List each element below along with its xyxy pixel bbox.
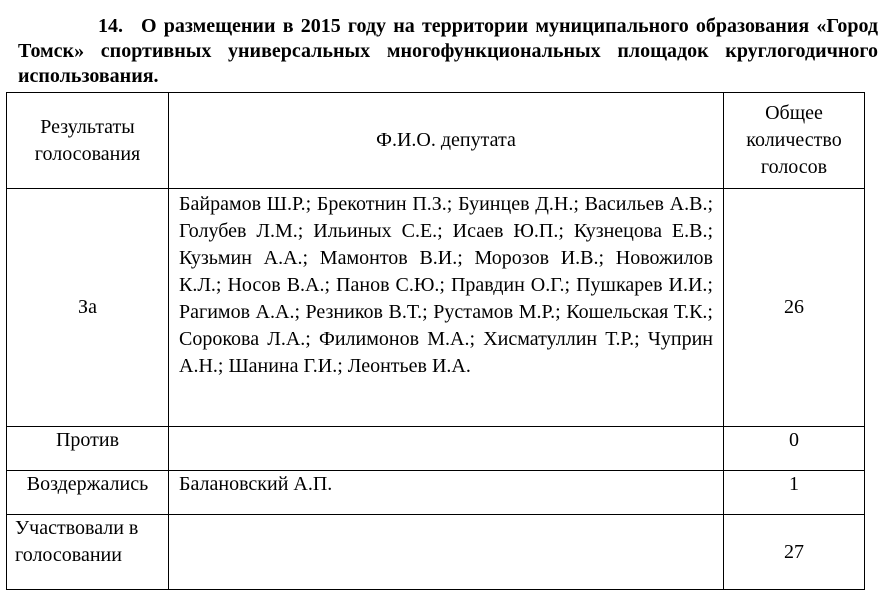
- header-deputy-name: Ф.И.О. депутата: [169, 93, 724, 189]
- table-row-for: [7, 189, 865, 427]
- header-total-votes: Общее количество голосов: [724, 93, 865, 189]
- table-row-against: [7, 427, 865, 471]
- count-for: 26: [724, 189, 865, 427]
- count-participated: 27: [724, 515, 865, 590]
- row-label-against: Против: [7, 427, 169, 471]
- row-label-abstained: Воздержались: [7, 471, 169, 515]
- row-label-participated: Участвовали в голосовании: [7, 515, 169, 590]
- header-voting-results: Результаты голосования: [7, 93, 169, 189]
- row-label-for: За: [7, 189, 169, 427]
- table-row-participated: [7, 515, 865, 590]
- names-abstained: Балановский А.П.: [169, 471, 724, 515]
- count-abstained: 1: [724, 471, 865, 515]
- agenda-item-title: О размещении в 2015 году на территории муниципального образования «Город Томск» спортивных универсальных многофункциональных площадок круглогодичного использования.: [18, 15, 878, 87]
- table-header-row: [7, 93, 865, 189]
- voting-results-table: [6, 92, 865, 590]
- count-against: 0: [724, 427, 865, 471]
- names-for: Байрамов Ш.Р.; Брекотнин П.З.; Буинцев Д.Н.; Васильев А.В.; Голубев Л.М.; Ильиных С.Е.; Исаев Ю.П.; Кузнецова Е.В.; Кузьмин А.А.; Мамонтов В.И.; Морозов И.В.; Новожилов К.Л.; Носов В.А.; Панов С.Ю.; Правдин О.Г.; Пушкарев И.И.; Рагимов А.А.; Резников В.Т.; Рустамов М.Р.; Кошельская Т.К.; Сорокова Л.А.; Филимонов М.А.; Хисматуллин Т.Р.; Чуприн А.Н.; Шанина Г.И.; Леонтьев И.А.: [169, 189, 724, 427]
- names-against: [169, 427, 724, 471]
- agenda-item-heading: [18, 14, 878, 89]
- names-participated: [169, 515, 724, 590]
- table-row-abstained: [7, 471, 865, 515]
- agenda-item-number: 14.: [98, 15, 123, 37]
